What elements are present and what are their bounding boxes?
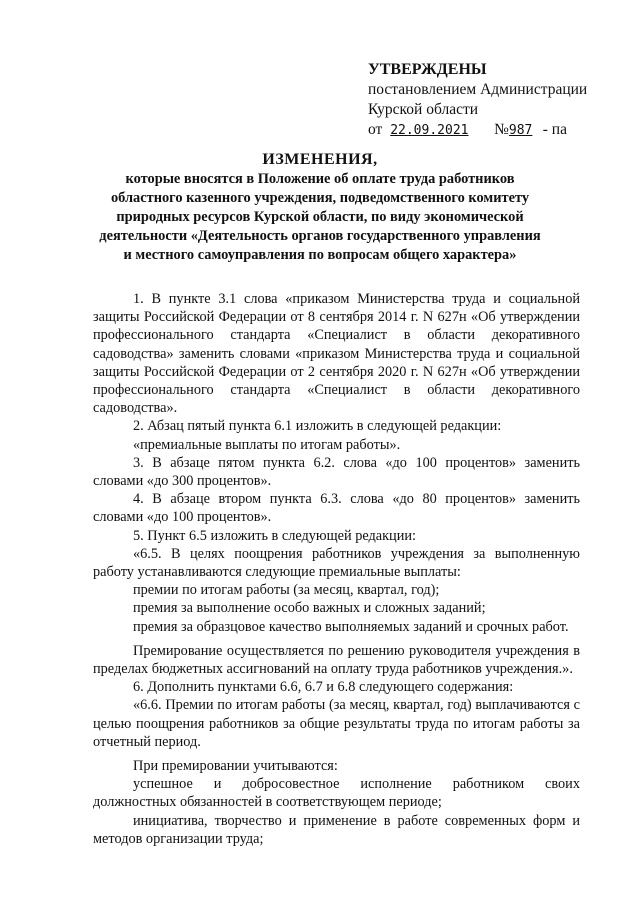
date-prefix: от xyxy=(368,121,383,138)
subtitle-line: которые вносятся в Положение об оплате труда работников xyxy=(125,171,515,187)
paragraph: При премировании учитываются: xyxy=(133,758,338,775)
document-title: ИЗМЕНЕНИЯ, xyxy=(262,151,378,168)
paragraph: «6.6. Премии по итогам работы (за месяц, квартал, год) выплачиваются с целью поощрения работников за общие результаты труда по итогам работы за отчетный период. xyxy=(93,697,580,750)
paragraph: 5. Пункт 6.5 изложить в следующей редакции: xyxy=(133,527,416,544)
paragraph: 2. Абзац пятый пункта 6.1 изложить в следующей редакции: xyxy=(133,418,502,435)
paragraph: 6. Дополнить пунктами 6.6, 6.7 и 6.8 следующего содержания: xyxy=(133,679,514,696)
paragraph: премия за образцовое качество выполняемых заданий и срочных работ. xyxy=(133,618,569,635)
document-body xyxy=(93,290,580,848)
paragraph: 1. В пункте 3.1 слова «приказом Министерства труда и социальной защиты Российской Федерации от 8 сентября 2014 г. N 627н «Об утверждении профессионального стандарта «Специалист в области декоративного садоводства» заменить словами «приказом Министерства труда и социальной защиты Российской Федерации от 2 сентября 2020 г. N 627н «Об утверждении профессионального стандарта «Специалист в области декоративного садоводства». xyxy=(93,291,580,417)
paragraph: премия за выполнение особо важных и сложных заданий; xyxy=(133,600,486,617)
document-title-block xyxy=(60,150,580,265)
approval-block xyxy=(368,60,618,141)
number-prefix: № xyxy=(494,121,509,138)
document-subtitle xyxy=(60,170,580,265)
approval-line-2: Курской области xyxy=(368,101,479,118)
approval-number: 987 xyxy=(508,123,533,138)
subtitle-line: природных ресурсов Курской области, по виду экономической xyxy=(116,209,524,225)
number-suffix: - па xyxy=(542,121,567,138)
paragraph: инициатива, творчество и применение в работе современных форм и методов организации труда; xyxy=(93,812,580,847)
paragraph: «6.5. В целях поощрения работников учреждения за выполненную работу устанавливаются следующие премиальные выплаты: xyxy=(93,545,580,581)
approval-date-line xyxy=(368,120,618,141)
paragraph: премии по итогам работы (за месяц, квартал, год); xyxy=(133,582,440,599)
paragraph: успешное и добросовестное исполнение работником своих должностных обязанностей в соответствующем периоде; xyxy=(93,776,580,811)
paragraph: Премирование осуществляется по решению руководителя учреждения в пределах бюджетных ассигнований на оплату труда работников учреждения.». xyxy=(93,642,580,678)
approval-line-1: постановлением Администрации xyxy=(368,81,588,98)
paragraph: 3. В абзаце пятом пункта 6.2. слова «до 100 процентов» заменить словами «до 300 процентов». xyxy=(93,454,580,490)
approval-date: 22.09.2021 xyxy=(390,123,469,138)
paragraph: «премиальные выплаты по итогам работы». xyxy=(133,436,401,453)
subtitle-line: деятельности «Деятельность органов государственного управления xyxy=(99,228,541,244)
subtitle-line: областного казенного учреждения, подведомственного комитету xyxy=(110,190,530,206)
paragraph: 4. В абзаце втором пункта 6.3. слова «до 80 процентов» заменить словами «до 100 процентов». xyxy=(93,491,580,526)
approval-heading: УТВЕРЖДЕНЫ xyxy=(368,61,487,78)
subtitle-line: и местного самоуправления по вопросам общего характера» xyxy=(123,247,517,263)
